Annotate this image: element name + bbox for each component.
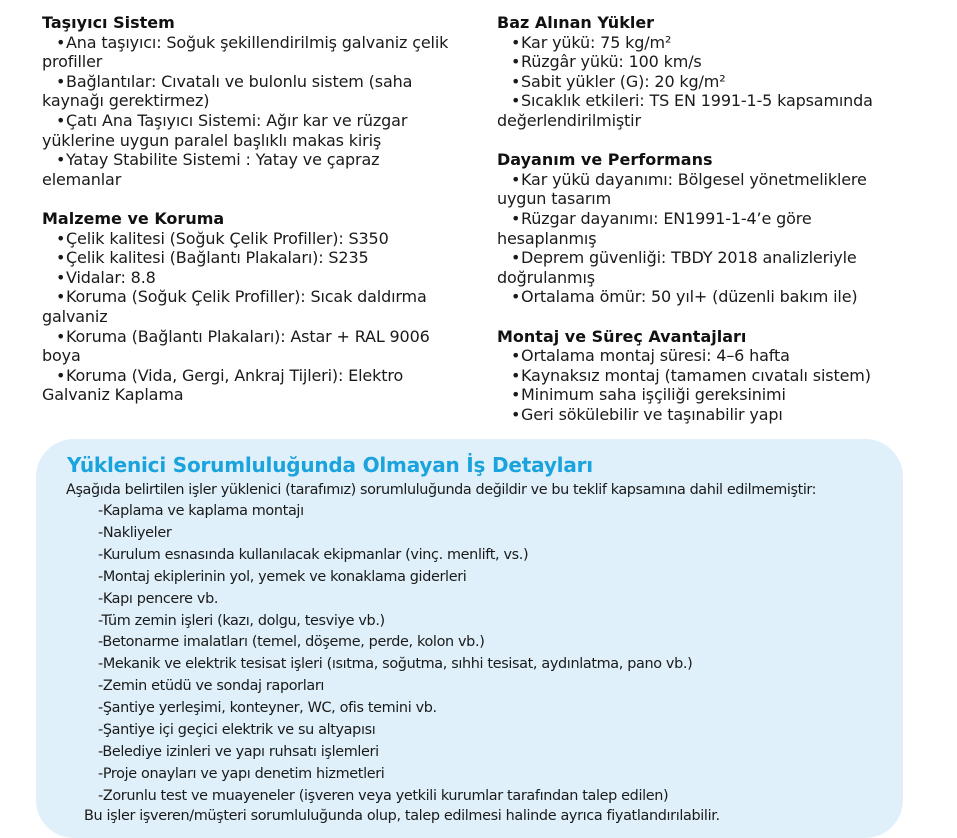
list-item: • Çelik kalitesi (Bağlantı Plakaları): S235 (42, 248, 462, 268)
list-item: • Deprem güvenliği: TBDY 2018 analizleriyle doğrulanmış (497, 248, 907, 287)
list-item: • Minimum saha işçiliği gereksinimi (497, 385, 907, 405)
section-tasiyici-sistem (42, 13, 462, 189)
exclusion-item: - Şantiye yerleşimi, konteyner, WC, ofis temini vb. (98, 698, 692, 720)
list-item: • Ana taşıyıcı: Soğuk şekillendirilmiş galvaniz çelik profiller (42, 33, 462, 72)
section-title: Malzeme ve Koruma (42, 208, 225, 228)
section-malzeme-ve-koruma (42, 209, 462, 405)
list-item: • Sıcaklık etkileri: TS EN 1991-1-5 kapsamında değerlendirilmiştir (497, 91, 907, 130)
list-item: • Kar yükü dayanımı: Bölgesel yönetmeliklere uygun tasarım (497, 170, 907, 209)
list-item: • Sabit yükler (G): 20 kg/m² (497, 72, 907, 92)
exclusions-box (36, 439, 903, 838)
list-item: • Koruma (Soğuk Çelik Profiller): Sıcak daldırma galvaniz (42, 287, 462, 326)
exclusion-item: - Zemin etüdü ve sondaj raporları (98, 676, 692, 698)
exclusions-footer: Bu işler işveren/müşteri sorumluluğunda olup, talep edilmesi halinde ayrıca fiyatlandırılabilir. (84, 808, 720, 824)
exclusion-item: - Kurulum esnasında kullanılacak ekipmanlar (vinç. menlift, vs.) (98, 545, 692, 567)
list-item: • Geri sökülebilir ve taşınabilir yapı (497, 405, 907, 425)
list-item: • Çelik kalitesi (Soğuk Çelik Profiller): S350 (42, 229, 462, 249)
list-item: • Rüzgar dayanımı: EN1991-1-4’e göre hesaplanmış (497, 209, 907, 248)
exclusion-item: - Proje onayları ve yapı denetim hizmetleri (98, 764, 692, 786)
exclusion-item: - Montaj ekiplerinin yol, yemek ve konaklama giderleri (98, 567, 692, 589)
section-title: Montaj ve Süreç Avantajları (497, 326, 747, 346)
section-montaj-ve-surec (497, 327, 907, 425)
exclusion-item: - Tüm zemin işleri (kazı, dolgu, tesviye vb.) (98, 611, 692, 633)
exclusions-intro: Aşağıda belirtilen işler yüklenici (tarafımız) sorumluluğunda değildir ve bu teklif kapsamına dahil edilmemiştir: (66, 482, 817, 498)
section-title: Taşıyıcı Sistem (42, 13, 175, 32)
exclusion-item: - Betonarme imalatları (temel, döşeme, perde, kolon vb.) (98, 632, 692, 654)
list-item: • Vidalar: 8.8 (42, 268, 462, 288)
section-title: Baz Alınan Yükler (497, 13, 655, 32)
exclusion-item: - Nakliyeler (98, 523, 692, 545)
right-column (497, 13, 907, 444)
section-baz-alinan-yukler (497, 13, 907, 131)
list-item: • Kaynaksız montaj (tamamen cıvatalı sistem) (497, 366, 907, 386)
exclusion-item: - Şantiye içi geçici elektrik ve su altyapısı (98, 720, 692, 742)
list-item: • Kar yükü: 75 kg/m² (497, 33, 907, 53)
section-dayanim-ve-performans (497, 150, 907, 307)
list-item: • Rüzgâr yükü: 100 km/s (497, 52, 907, 72)
exclusion-item: - Mekanik ve elektrik tesisat işleri (ısıtma, soğutma, sıhhi tesisat, aydınlatma, pano vb.) (98, 654, 692, 676)
list-item: • Koruma (Vida, Gergi, Ankraj Tijleri): Elektro Galvaniz Kaplama (42, 366, 462, 405)
list-item: • Bağlantılar: Cıvatalı ve bulonlu sistem (saha kaynağı gerektirmez) (42, 72, 462, 111)
list-item: • Çatı Ana Taşıyıcı Sistemi: Ağır kar ve rüzgar yüklerine uygun paralel başlıklı makas kiriş (42, 111, 462, 150)
exclusions-list (98, 501, 692, 808)
exclusion-item: - Belediye izinleri ve yapı ruhsatı işlemleri (98, 742, 692, 764)
list-item: • Ortalama montaj süresi: 4–6 hafta (497, 346, 907, 366)
list-item: • Ortalama ömür: 50 yıl+ (düzenli bakım ile) (497, 287, 907, 307)
list-item: • Koruma (Bağlantı Plakaları): Astar + RAL 9006 boya (42, 327, 462, 366)
left-column (42, 13, 462, 424)
exclusion-item: - Kapı pencere vb. (98, 589, 692, 611)
exclusion-item: - Zorunlu test ve muayeneler (işveren veya yetkili kurumlar tarafından talep edilen) (98, 786, 692, 808)
section-title: Dayanım ve Performans (497, 150, 713, 170)
list-item: • Yatay Stabilite Sistemi : Yatay ve çapraz elemanlar (42, 150, 462, 189)
exclusions-title: Yüklenici Sorumluluğunda Olmayan İş Detayları (67, 453, 593, 477)
exclusion-item: - Kaplama ve kaplama montajı (98, 501, 692, 523)
